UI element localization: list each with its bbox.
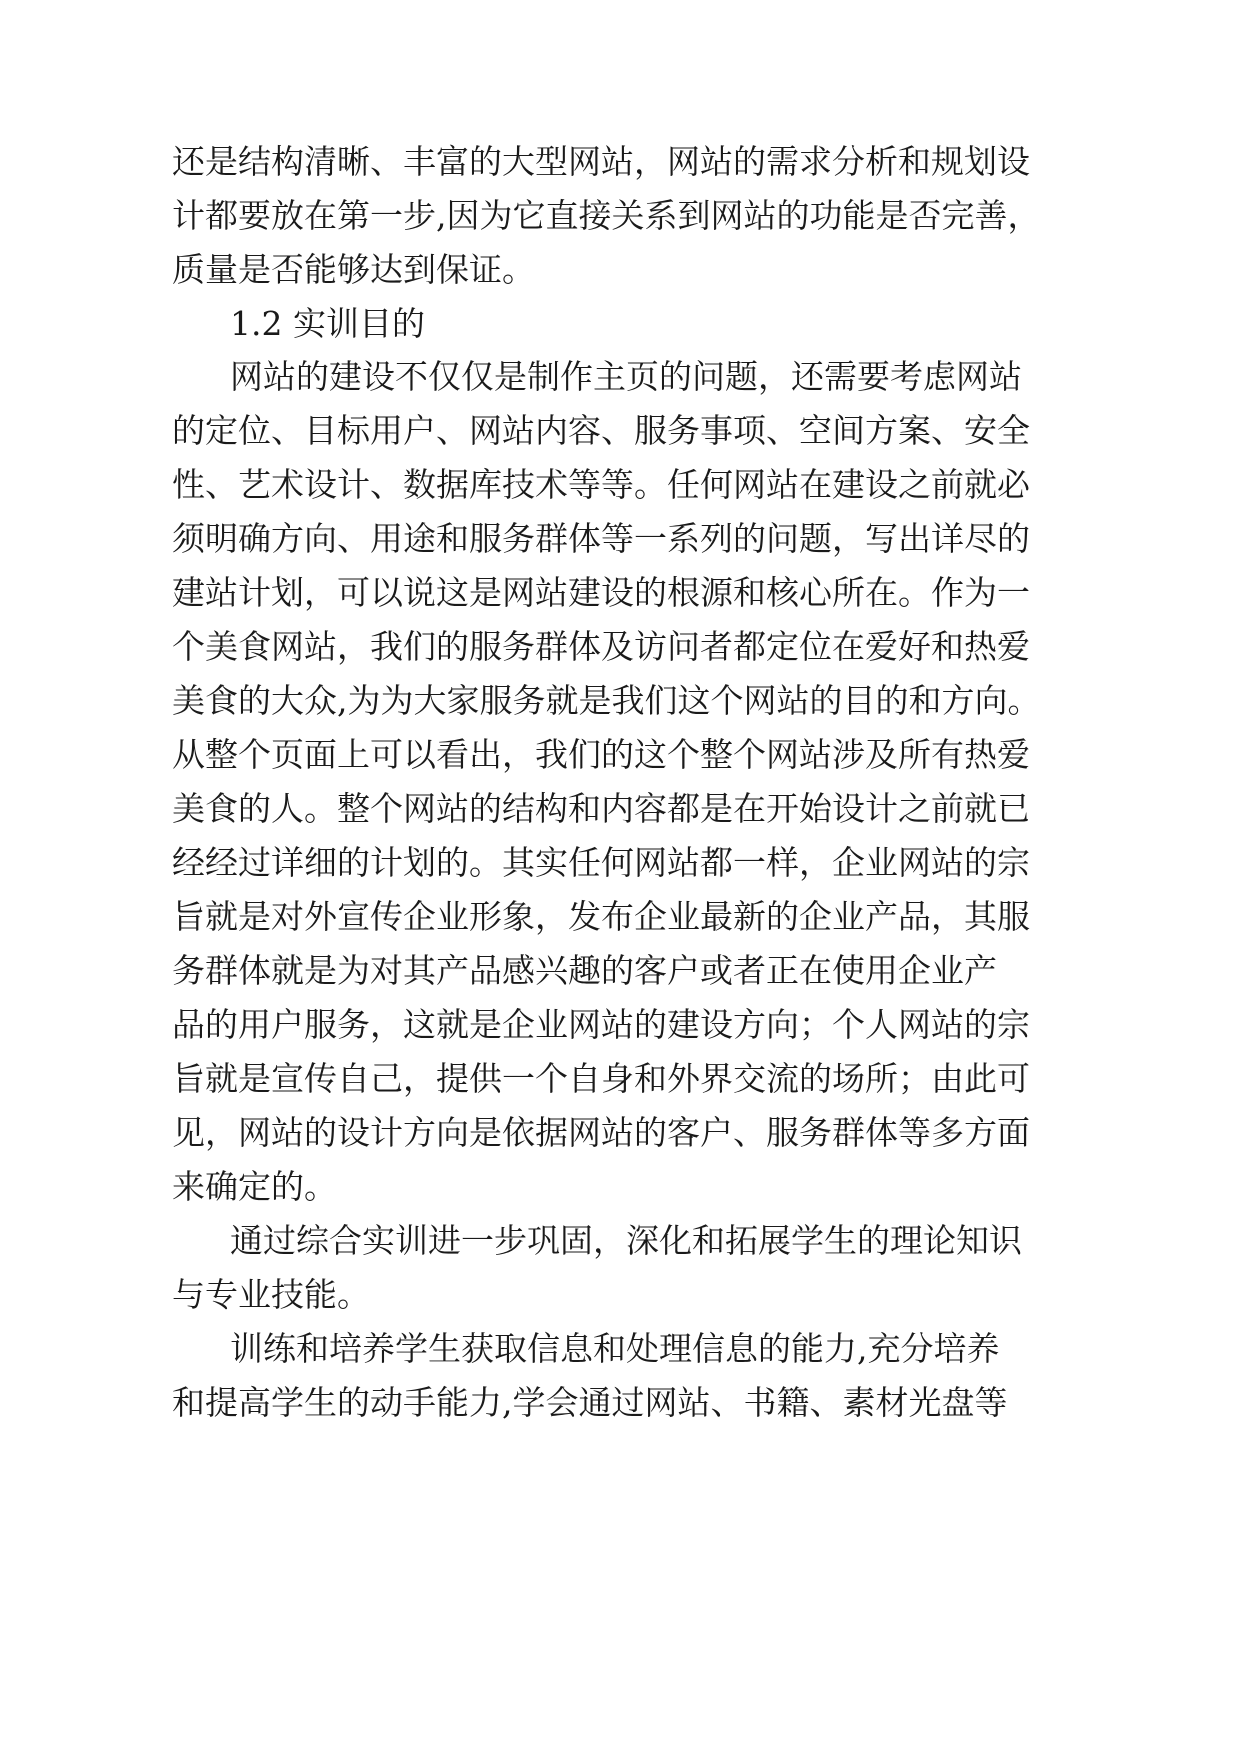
text-line: 来确定的。 bbox=[172, 1167, 337, 1206]
text-line: 训练和培养学生获取信息和处理信息的能力,充分培养 bbox=[230, 1329, 1000, 1368]
text-line: 还是结构清晰、丰富的大型网站，网站的需求分析和规划设 bbox=[172, 142, 1030, 181]
text-line: 网站的建设不仅仅是制作主页的问题，还需要考虑网站 bbox=[230, 357, 1022, 396]
text-line: 旨就是对外宣传企业形象，发布企业最新的企业产品，其服 bbox=[172, 897, 1030, 936]
text-line: 质量是否能够达到保证。 bbox=[172, 250, 535, 289]
text-line: 和提高学生的动手能力,学会通过网站、书籍、素材光盘等 bbox=[172, 1383, 1008, 1422]
text-line: 旨就是宣传自己，提供一个自身和外界交流的场所；由此可 bbox=[172, 1059, 1030, 1098]
text-line: 从整个页面上可以看出，我们的这个整个网站涉及所有热爱 bbox=[172, 735, 1030, 774]
section-heading: 1.2 实训目的 bbox=[230, 304, 425, 343]
text-line: 通过综合实训进一步巩固，深化和拓展学生的理论知识 bbox=[230, 1221, 1022, 1260]
text-line: 建站计划，可以说这是网站建设的根源和核心所在。作为一 bbox=[172, 573, 1030, 612]
text-line: 的定位、目标用户、网站内容、服务事项、空间方案、安全 bbox=[172, 411, 1030, 450]
text-line: 须明确方向、用途和服务群体等一系列的问题，写出详尽的 bbox=[172, 519, 1030, 558]
text-line: 经经过详细的计划的。其实任何网站都一样，企业网站的宗 bbox=[172, 843, 1030, 882]
text-line: 品的用户服务，这就是企业网站的建设方向；个人网站的宗 bbox=[172, 1005, 1030, 1044]
text-line: 美食的大众,为为大家服务就是我们这个网站的目的和方向。 bbox=[172, 681, 1041, 720]
text-line: 务群体就是为对其产品感兴趣的客户或者正在使用企业产 bbox=[172, 951, 997, 990]
text-line: 性、艺术设计、数据库技术等等。任何网站在建设之前就必 bbox=[172, 465, 1030, 504]
text-line: 计都要放在第一步,因为它直接关系到网站的功能是否完善， bbox=[172, 196, 1041, 235]
text-line: 个美食网站，我们的服务群体及访问者都定位在爱好和热爱 bbox=[172, 627, 1030, 666]
text-line: 见，网站的设计方向是依据网站的客户、服务群体等多方面 bbox=[172, 1113, 1030, 1152]
text-line: 与专业技能。 bbox=[172, 1275, 370, 1314]
text-line: 美食的人。整个网站的结构和内容都是在开始设计之前就已 bbox=[172, 789, 1030, 828]
